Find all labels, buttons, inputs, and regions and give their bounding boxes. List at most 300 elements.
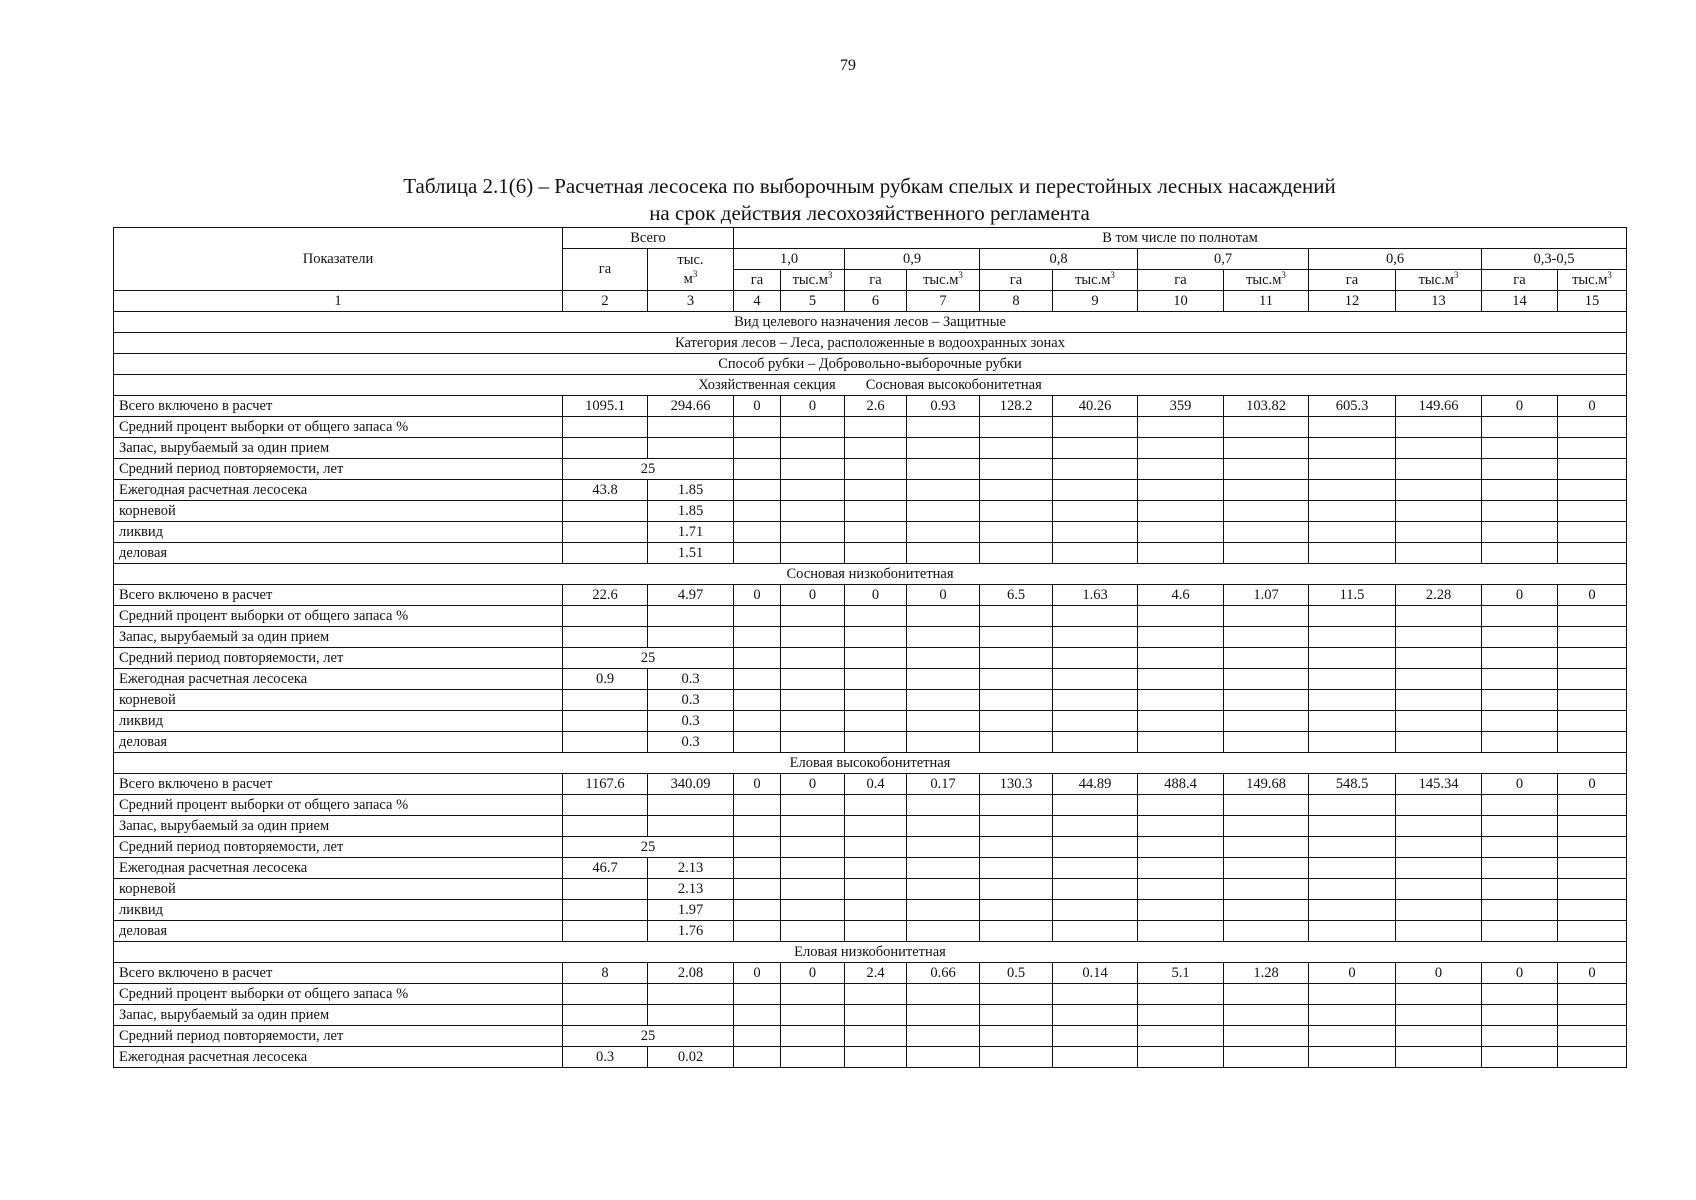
table-cell <box>1224 648 1309 669</box>
table-row <box>114 480 1627 501</box>
section-name: Сосновая высокобонитетная <box>865 376 1042 393</box>
table-cell: 149.68 <box>1224 774 1309 795</box>
table-cell: 2.08 <box>648 963 734 984</box>
table-row <box>114 1047 1627 1068</box>
table-row <box>114 963 1627 984</box>
table-cell <box>980 522 1053 543</box>
table-cell <box>980 879 1053 900</box>
row-label: ликвид <box>114 900 563 921</box>
row-label: ликвид <box>114 522 563 543</box>
table-cell <box>648 606 734 627</box>
table-cell <box>1558 459 1627 480</box>
header-unit-m3-text: тыс.м <box>792 271 828 288</box>
table-cell <box>781 711 845 732</box>
header-unit-m3-sup: 3 <box>1110 269 1115 280</box>
header-unit-m3-text: тыс.м <box>1246 271 1282 288</box>
table-cell <box>1224 669 1309 690</box>
table-cell <box>1558 522 1627 543</box>
table-cell <box>781 648 845 669</box>
table-cell <box>1309 921 1396 942</box>
table-row <box>114 417 1627 438</box>
row-label: Средний процент выборки от общего запаса % <box>114 984 563 1005</box>
header-unit-ha: га <box>1138 270 1224 291</box>
header-total-m3-top: тыс. <box>677 251 704 268</box>
table-cell <box>1224 984 1309 1005</box>
table-cell <box>1138 984 1224 1005</box>
table-cell <box>563 690 648 711</box>
table-row <box>114 816 1627 837</box>
table-cell <box>907 522 980 543</box>
table-row <box>114 522 1627 543</box>
table-cell <box>980 459 1053 480</box>
table-cell <box>781 627 845 648</box>
table-cell <box>781 879 845 900</box>
header-unit-m3-text: тыс.м <box>923 271 959 288</box>
table-cell <box>563 606 648 627</box>
table-cell: 25 <box>563 837 734 858</box>
table-cell <box>980 690 1053 711</box>
table-cell <box>1558 732 1627 753</box>
table-cell <box>907 501 980 522</box>
table-cell <box>1224 921 1309 942</box>
table-cell: 1.76 <box>648 921 734 942</box>
table-cell <box>781 438 845 459</box>
section-name: Сосновая низкобонитетная <box>114 564 1627 585</box>
table-cell: 0 <box>1482 396 1558 417</box>
row-label: Средний процент выборки от общего запаса % <box>114 417 563 438</box>
row-label: Ежегодная расчетная лесосека <box>114 1047 563 1068</box>
table-cell <box>1482 690 1558 711</box>
table-cell: 0 <box>781 963 845 984</box>
table-cell <box>1482 438 1558 459</box>
header-unit-ha: га <box>1309 270 1396 291</box>
table-cell: 1095.1 <box>563 396 648 417</box>
table-cell <box>980 480 1053 501</box>
table-cell <box>1482 669 1558 690</box>
table-cell <box>1138 543 1224 564</box>
table-cell <box>1309 669 1396 690</box>
row-label: Средний период повторяемости, лет <box>114 459 563 480</box>
table-cell <box>734 690 781 711</box>
table-row <box>114 459 1627 480</box>
table-cell: 8 <box>563 963 648 984</box>
table-cell <box>1224 879 1309 900</box>
table-cell <box>845 1047 907 1068</box>
table-row <box>114 669 1627 690</box>
table-cell <box>563 1005 648 1026</box>
table-cell <box>1309 732 1396 753</box>
page-number: 79 <box>840 57 856 74</box>
table-cell <box>563 732 648 753</box>
table-row <box>114 858 1627 879</box>
row-label: Ежегодная расчетная лесосека <box>114 480 563 501</box>
table-cell <box>845 690 907 711</box>
table-cell <box>1224 1047 1309 1068</box>
table-cell <box>1138 522 1224 543</box>
table-cell <box>1482 816 1558 837</box>
section-heading-row <box>114 375 1627 396</box>
table-cell: 294.66 <box>648 396 734 417</box>
table-cell <box>781 501 845 522</box>
table-cell <box>907 732 980 753</box>
table-cell: 0 <box>1396 963 1482 984</box>
table-cell <box>907 606 980 627</box>
column-number: 14 <box>1482 291 1558 312</box>
table-cell <box>1558 606 1627 627</box>
table-cell: 128.2 <box>980 396 1053 417</box>
table-cell: 1.85 <box>648 501 734 522</box>
table-cell: 0.17 <box>907 774 980 795</box>
table-cell <box>734 417 781 438</box>
table-title-line-2: на срок действия лесохозяйственного регламента <box>649 201 1090 225</box>
table-cell: 1.51 <box>648 543 734 564</box>
table-cell: 359 <box>1138 396 1224 417</box>
table-cell <box>1309 501 1396 522</box>
table-cell <box>1482 1005 1558 1026</box>
table-cell <box>1482 543 1558 564</box>
table-cell: 2.6 <box>845 396 907 417</box>
row-label: Ежегодная расчетная лесосека <box>114 858 563 879</box>
table-cell <box>1224 795 1309 816</box>
table-cell <box>781 690 845 711</box>
table-cell: 0 <box>734 774 781 795</box>
table-cell: 0 <box>1309 963 1396 984</box>
table-cell: 2.28 <box>1396 585 1482 606</box>
table-cell <box>907 816 980 837</box>
table-cell <box>734 627 781 648</box>
table-cell: 43.8 <box>563 480 648 501</box>
table-cell <box>1558 984 1627 1005</box>
table-cell <box>1558 900 1627 921</box>
table-cell <box>1309 438 1396 459</box>
table-cell <box>1558 1026 1627 1047</box>
table-cell <box>1396 879 1482 900</box>
table-row <box>114 438 1627 459</box>
column-number: 15 <box>1558 291 1627 312</box>
table-cell <box>1309 543 1396 564</box>
table-cell <box>1053 795 1138 816</box>
table-cell <box>1053 459 1138 480</box>
header-row-1 <box>114 228 1627 249</box>
table-cell: 4.6 <box>1138 585 1224 606</box>
table-cell <box>734 459 781 480</box>
table-cell <box>907 459 980 480</box>
table-cell <box>1224 543 1309 564</box>
table-cell <box>1309 606 1396 627</box>
table-cell <box>1482 501 1558 522</box>
table-cell <box>845 480 907 501</box>
table-cell <box>648 984 734 1005</box>
table-cell <box>1396 711 1482 732</box>
table-cell <box>1138 1026 1224 1047</box>
table-cell <box>907 1047 980 1068</box>
table-cell <box>1396 795 1482 816</box>
table-title <box>113 173 1626 227</box>
table-cell <box>563 501 648 522</box>
table-cell <box>1396 1005 1482 1026</box>
table-cell <box>648 816 734 837</box>
table-cell: 0 <box>1482 963 1558 984</box>
table-cell <box>1053 900 1138 921</box>
table-cell: 2.4 <box>845 963 907 984</box>
table-cell <box>1396 438 1482 459</box>
column-number: 13 <box>1396 291 1482 312</box>
table-cell: 11.5 <box>1309 585 1396 606</box>
table-cell: 0 <box>845 585 907 606</box>
section-name: Еловая высокобонитетная <box>114 753 1627 774</box>
table-cell: 0.14 <box>1053 963 1138 984</box>
table-cell <box>1053 984 1138 1005</box>
table-cell <box>563 438 648 459</box>
table-cell <box>1558 480 1627 501</box>
table-cell: 103.82 <box>1224 396 1309 417</box>
table-cell <box>907 900 980 921</box>
table-cell: 25 <box>563 648 734 669</box>
row-label: Запас, вырубаемый за один прием <box>114 438 563 459</box>
header-unit-m3-sup: 3 <box>1281 269 1286 280</box>
table-cell <box>1558 1005 1627 1026</box>
row-label: корневой <box>114 879 563 900</box>
table-cell <box>845 501 907 522</box>
header-unit-m3 <box>1053 270 1138 291</box>
table-cell <box>1053 711 1138 732</box>
table-cell <box>1053 606 1138 627</box>
table-cell <box>1138 921 1224 942</box>
table-cell <box>781 900 845 921</box>
table-cell <box>1482 732 1558 753</box>
table-cell <box>1558 1047 1627 1068</box>
table-cell <box>1396 543 1482 564</box>
row-label: Всего включено в расчет <box>114 963 563 984</box>
table-cell: 5.1 <box>1138 963 1224 984</box>
table-cell <box>1482 459 1558 480</box>
table-cell <box>1558 438 1627 459</box>
table-cell <box>845 606 907 627</box>
table-cell <box>734 606 781 627</box>
table-cell <box>1309 879 1396 900</box>
table-cell <box>1224 900 1309 921</box>
header-total: Всего <box>563 228 734 249</box>
table-cell <box>563 522 648 543</box>
table-cell <box>563 711 648 732</box>
table-cell <box>1053 669 1138 690</box>
table-cell <box>907 1026 980 1047</box>
table-cell <box>845 417 907 438</box>
header-including: В том числе по полнотам <box>734 228 1627 249</box>
table-cell: 6.5 <box>980 585 1053 606</box>
table-row <box>114 627 1627 648</box>
row-label: Средний процент выборки от общего запаса % <box>114 795 563 816</box>
table-cell <box>1309 837 1396 858</box>
table-cell <box>907 648 980 669</box>
table-cell <box>1053 732 1138 753</box>
table-cell <box>1138 879 1224 900</box>
table-cell <box>1482 522 1558 543</box>
table-cell <box>1224 1026 1309 1047</box>
table-cell <box>980 543 1053 564</box>
table-cell <box>980 837 1053 858</box>
table-cell <box>1482 648 1558 669</box>
table-cell: 1.85 <box>648 480 734 501</box>
table-cell: 130.3 <box>980 774 1053 795</box>
table-cell <box>907 837 980 858</box>
table-cell <box>845 1005 907 1026</box>
table-cell <box>1309 711 1396 732</box>
row-label: Запас, вырубаемый за один прием <box>114 816 563 837</box>
table-cell <box>1309 984 1396 1005</box>
table-cell <box>734 648 781 669</box>
table-row <box>114 774 1627 795</box>
table-row <box>114 1005 1627 1026</box>
table-cell <box>781 732 845 753</box>
table-row <box>114 1026 1627 1047</box>
table-cell <box>1396 480 1482 501</box>
section-name-row <box>114 942 1627 963</box>
column-number: 7 <box>907 291 980 312</box>
table-cell <box>845 984 907 1005</box>
header-unit-ha: га <box>845 270 907 291</box>
table-cell <box>781 480 845 501</box>
section-label: Хозяйственная секция <box>698 376 836 393</box>
table-cell: 0 <box>1482 585 1558 606</box>
table-cell <box>781 795 845 816</box>
table-cell <box>1224 1005 1309 1026</box>
table-cell <box>1138 795 1224 816</box>
table-cell <box>1558 501 1627 522</box>
table-cell <box>1482 1047 1558 1068</box>
table-cell <box>1482 858 1558 879</box>
table-cell <box>563 900 648 921</box>
table-cell <box>781 606 845 627</box>
table-cell <box>980 732 1053 753</box>
table-cell: 0.66 <box>907 963 980 984</box>
table-row <box>114 984 1627 1005</box>
table-cell <box>845 648 907 669</box>
table-cell <box>845 543 907 564</box>
table-cell <box>1309 627 1396 648</box>
row-label: ликвид <box>114 711 563 732</box>
table-cell: 0 <box>1558 963 1627 984</box>
table-cell <box>734 1047 781 1068</box>
table-cell <box>1558 417 1627 438</box>
table-cell <box>1053 648 1138 669</box>
table-cell <box>907 1005 980 1026</box>
row-label: деловая <box>114 921 563 942</box>
table-cell <box>1053 858 1138 879</box>
table-cell <box>1138 1047 1224 1068</box>
row-label: Средний период повторяемости, лет <box>114 837 563 858</box>
table-cell <box>845 669 907 690</box>
table-cell: 1.63 <box>1053 585 1138 606</box>
table-cell: 44.89 <box>1053 774 1138 795</box>
table-cell: 0 <box>781 585 845 606</box>
table-cell: 0.5 <box>980 963 1053 984</box>
table-cell <box>1309 900 1396 921</box>
table-cell <box>734 711 781 732</box>
section-name-row <box>114 564 1627 585</box>
table-cell <box>980 984 1053 1005</box>
table-cell <box>734 1005 781 1026</box>
table-cell <box>563 795 648 816</box>
forest-purpose: Вид целевого назначения лесов – Защитные <box>114 312 1627 333</box>
table-cell <box>907 627 980 648</box>
row-label: Средний период повторяемости, лет <box>114 648 563 669</box>
table-cell <box>734 879 781 900</box>
table-cell <box>563 984 648 1005</box>
table-cell <box>1482 417 1558 438</box>
table-cell <box>1309 648 1396 669</box>
table-cell <box>1224 627 1309 648</box>
table-cell <box>1309 480 1396 501</box>
table-cell <box>1396 606 1482 627</box>
table-cell <box>781 543 845 564</box>
header-density-5: 0,3-0,5 <box>1482 249 1627 270</box>
table-cell: 1167.6 <box>563 774 648 795</box>
row-label: корневой <box>114 501 563 522</box>
table-cell <box>1053 501 1138 522</box>
table-cell <box>1309 1047 1396 1068</box>
table-cell <box>1224 858 1309 879</box>
table-cell <box>980 921 1053 942</box>
table-cell <box>734 837 781 858</box>
table-cell <box>845 732 907 753</box>
table-cell <box>1309 795 1396 816</box>
column-number: 12 <box>1309 291 1396 312</box>
table-cell <box>1138 627 1224 648</box>
table-cell <box>1138 648 1224 669</box>
table-cell <box>734 1026 781 1047</box>
table-cell <box>1224 438 1309 459</box>
table-cell <box>1053 438 1138 459</box>
table-row <box>114 606 1627 627</box>
table-cell <box>907 543 980 564</box>
table-cell: 0.93 <box>907 396 980 417</box>
table-cell <box>1224 417 1309 438</box>
table-cell <box>1053 1005 1138 1026</box>
table-cell <box>907 669 980 690</box>
header-density-4: 0,6 <box>1309 249 1482 270</box>
header-indicators: Показатели <box>114 228 563 291</box>
table-cell <box>907 711 980 732</box>
table-cell: 1.97 <box>648 900 734 921</box>
table-cell <box>1558 921 1627 942</box>
table-cell <box>734 438 781 459</box>
header-unit-m3-text: тыс.м <box>1572 271 1608 288</box>
table-cell <box>1309 1005 1396 1026</box>
table-cell: 340.09 <box>648 774 734 795</box>
table-cell <box>734 795 781 816</box>
table-cell <box>1396 837 1482 858</box>
table-cell <box>781 921 845 942</box>
header-unit-m3-text: тыс.м <box>1075 271 1111 288</box>
column-number: 6 <box>845 291 907 312</box>
table-cell <box>781 837 845 858</box>
table-cell: 0 <box>781 774 845 795</box>
table-cell <box>1558 669 1627 690</box>
table-cell <box>781 1047 845 1068</box>
section-name-row <box>114 753 1627 774</box>
row-label: Всего включено в расчет <box>114 396 563 417</box>
header-unit-m3-sup: 3 <box>1453 269 1459 280</box>
table-cell <box>1482 795 1558 816</box>
table-cell <box>980 858 1053 879</box>
header-unit-ha: га <box>734 270 781 291</box>
table-row <box>114 585 1627 606</box>
table-cell <box>648 1005 734 1026</box>
table-cell <box>1053 417 1138 438</box>
table-cell <box>1482 480 1558 501</box>
column-number: 1 <box>114 291 563 312</box>
